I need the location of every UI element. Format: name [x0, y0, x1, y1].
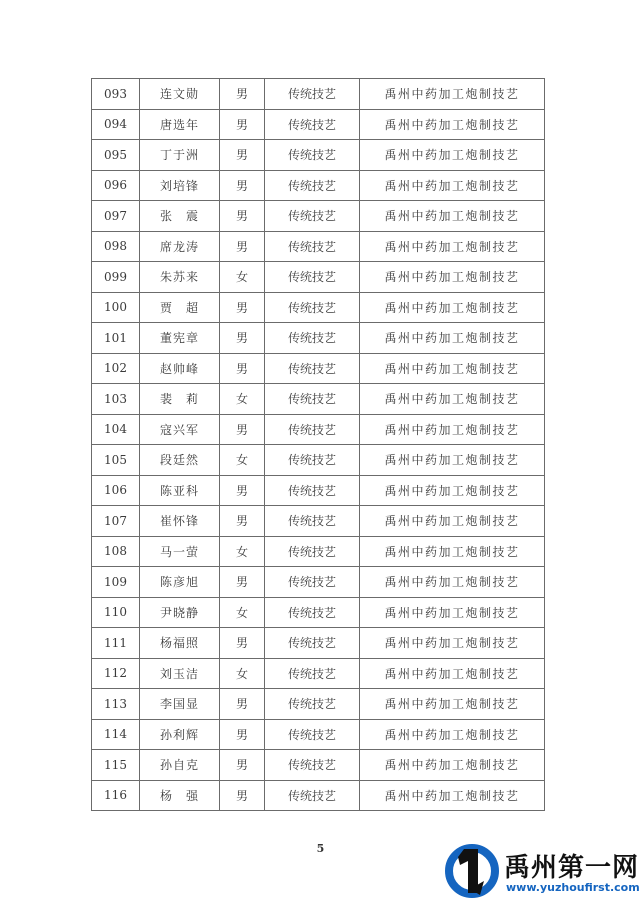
table-row — [92, 414, 545, 445]
cell-name: 丁于洲 — [140, 140, 220, 171]
cell-name: 刘玉洁 — [140, 658, 220, 689]
cell-project: 禹州中药加工炮制技艺 — [360, 231, 545, 262]
cell-category: 传统技艺 — [265, 506, 360, 537]
cell-number: 116 — [92, 780, 140, 811]
cell-project: 禹州中药加工炮制技艺 — [360, 719, 545, 750]
cell-project: 禹州中药加工炮制技艺 — [360, 384, 545, 415]
cell-number: 101 — [92, 323, 140, 354]
cell-project: 禹州中药加工炮制技艺 — [360, 292, 545, 323]
cell-sex: 男 — [220, 506, 265, 537]
cell-category: 传统技艺 — [265, 567, 360, 598]
cell-name: 李国显 — [140, 689, 220, 720]
table-row — [92, 79, 545, 110]
cell-name: 寇兴军 — [140, 414, 220, 445]
cell-sex: 女 — [220, 445, 265, 476]
cell-sex: 男 — [220, 689, 265, 720]
cell-number: 112 — [92, 658, 140, 689]
table-row — [92, 750, 545, 781]
cell-category: 传统技艺 — [265, 79, 360, 110]
cell-sex: 男 — [220, 567, 265, 598]
cell-project: 禹州中药加工炮制技艺 — [360, 658, 545, 689]
table-row — [92, 689, 545, 720]
cell-name: 席龙涛 — [140, 231, 220, 262]
table-row — [92, 262, 545, 293]
cell-number: 095 — [92, 140, 140, 171]
cell-project: 禹州中药加工炮制技艺 — [360, 323, 545, 354]
cell-sex: 男 — [220, 79, 265, 110]
cell-number: 098 — [92, 231, 140, 262]
cell-category: 传统技艺 — [265, 201, 360, 232]
cell-project: 禹州中药加工炮制技艺 — [360, 750, 545, 781]
cell-number: 109 — [92, 567, 140, 598]
cell-name: 张 震 — [140, 201, 220, 232]
cell-number: 113 — [92, 689, 140, 720]
cell-sex: 男 — [220, 353, 265, 384]
cell-name: 裴 莉 — [140, 384, 220, 415]
cell-project: 禹州中药加工炮制技艺 — [360, 170, 545, 201]
cell-category: 传统技艺 — [265, 231, 360, 262]
cell-category: 传统技艺 — [265, 292, 360, 323]
cell-category: 传统技艺 — [265, 140, 360, 171]
cell-category: 传统技艺 — [265, 628, 360, 659]
table-row — [92, 475, 545, 506]
cell-sex: 男 — [220, 414, 265, 445]
cell-category: 传统技艺 — [265, 445, 360, 476]
cell-sex: 女 — [220, 262, 265, 293]
cell-category: 传统技艺 — [265, 414, 360, 445]
cell-sex: 男 — [220, 292, 265, 323]
yuzhou-first-logo-icon — [444, 843, 500, 899]
table-row — [92, 170, 545, 201]
cell-sex: 男 — [220, 201, 265, 232]
cell-number: 106 — [92, 475, 140, 506]
cell-sex: 男 — [220, 170, 265, 201]
inheritor-table — [91, 78, 545, 811]
cell-project: 禹州中药加工炮制技艺 — [360, 262, 545, 293]
table-row — [92, 597, 545, 628]
cell-project: 禹州中药加工炮制技艺 — [360, 201, 545, 232]
cell-name: 孙利辉 — [140, 719, 220, 750]
cell-sex: 男 — [220, 140, 265, 171]
cell-category: 传统技艺 — [265, 353, 360, 384]
cell-project: 禹州中药加工炮制技艺 — [360, 567, 545, 598]
cell-project: 禹州中药加工炮制技艺 — [360, 414, 545, 445]
cell-project: 禹州中药加工炮制技艺 — [360, 536, 545, 567]
cell-sex: 男 — [220, 231, 265, 262]
table-row — [92, 323, 545, 354]
table-row — [92, 536, 545, 567]
cell-sex: 男 — [220, 780, 265, 811]
cell-number: 110 — [92, 597, 140, 628]
cell-category: 传统技艺 — [265, 475, 360, 506]
inheritor-table-body — [92, 79, 545, 811]
page-number: 5 — [316, 842, 325, 855]
cell-project: 禹州中药加工炮制技艺 — [360, 597, 545, 628]
cell-number: 111 — [92, 628, 140, 659]
cell-category: 传统技艺 — [265, 658, 360, 689]
cell-number: 104 — [92, 414, 140, 445]
watermark-title: 禹州第一网 — [504, 853, 640, 883]
cell-sex: 男 — [220, 628, 265, 659]
cell-project: 禹州中药加工炮制技艺 — [360, 628, 545, 659]
cell-sex: 男 — [220, 475, 265, 506]
cell-sex: 女 — [220, 658, 265, 689]
cell-category: 传统技艺 — [265, 384, 360, 415]
table-row — [92, 201, 545, 232]
cell-project: 禹州中药加工炮制技艺 — [360, 353, 545, 384]
cell-category: 传统技艺 — [265, 780, 360, 811]
table-row — [92, 506, 545, 537]
cell-sex: 女 — [220, 536, 265, 567]
cell-name: 贾 超 — [140, 292, 220, 323]
table-row — [92, 231, 545, 262]
cell-project: 禹州中药加工炮制技艺 — [360, 689, 545, 720]
cell-sex: 男 — [220, 323, 265, 354]
cell-name: 赵帅峰 — [140, 353, 220, 384]
cell-category: 传统技艺 — [265, 750, 360, 781]
cell-number: 102 — [92, 353, 140, 384]
cell-name: 连文勋 — [140, 79, 220, 110]
cell-name: 陈彦旭 — [140, 567, 220, 598]
cell-number: 093 — [92, 79, 140, 110]
cell-project: 禹州中药加工炮制技艺 — [360, 79, 545, 110]
cell-name: 杨福照 — [140, 628, 220, 659]
cell-category: 传统技艺 — [265, 689, 360, 720]
cell-category: 传统技艺 — [265, 719, 360, 750]
cell-project: 禹州中药加工炮制技艺 — [360, 780, 545, 811]
cell-project: 禹州中药加工炮制技艺 — [360, 109, 545, 140]
cell-sex: 男 — [220, 719, 265, 750]
cell-sex: 女 — [220, 597, 265, 628]
cell-name: 段廷然 — [140, 445, 220, 476]
cell-number: 115 — [92, 750, 140, 781]
cell-name: 朱苏来 — [140, 262, 220, 293]
table-row — [92, 292, 545, 323]
cell-project: 禹州中药加工炮制技艺 — [360, 475, 545, 506]
cell-sex: 男 — [220, 109, 265, 140]
cell-number: 114 — [92, 719, 140, 750]
cell-category: 传统技艺 — [265, 536, 360, 567]
table-row — [92, 109, 545, 140]
cell-category: 传统技艺 — [265, 597, 360, 628]
cell-number: 099 — [92, 262, 140, 293]
cell-name: 崔怀锋 — [140, 506, 220, 537]
cell-name: 董宪章 — [140, 323, 220, 354]
cell-name: 唐选年 — [140, 109, 220, 140]
table-row — [92, 719, 545, 750]
cell-number: 107 — [92, 506, 140, 537]
cell-project: 禹州中药加工炮制技艺 — [360, 506, 545, 537]
cell-name: 尹晓静 — [140, 597, 220, 628]
cell-name: 孙自克 — [140, 750, 220, 781]
table-row — [92, 658, 545, 689]
watermark-url: www.yuzhoufirst.com — [506, 881, 640, 894]
cell-number: 096 — [92, 170, 140, 201]
cell-number: 100 — [92, 292, 140, 323]
cell-number: 105 — [92, 445, 140, 476]
cell-sex: 男 — [220, 750, 265, 781]
cell-category: 传统技艺 — [265, 170, 360, 201]
cell-number: 103 — [92, 384, 140, 415]
table-row — [92, 780, 545, 811]
cell-name: 杨 强 — [140, 780, 220, 811]
table-row — [92, 384, 545, 415]
table-row — [92, 140, 545, 171]
cell-number: 094 — [92, 109, 140, 140]
cell-name: 刘培锋 — [140, 170, 220, 201]
cell-project: 禹州中药加工炮制技艺 — [360, 445, 545, 476]
site-watermark — [444, 843, 640, 899]
cell-project: 禹州中药加工炮制技艺 — [360, 140, 545, 171]
cell-name: 陈亚科 — [140, 475, 220, 506]
cell-category: 传统技艺 — [265, 262, 360, 293]
table-row — [92, 567, 545, 598]
cell-number: 108 — [92, 536, 140, 567]
cell-number: 097 — [92, 201, 140, 232]
cell-category: 传统技艺 — [265, 109, 360, 140]
cell-category: 传统技艺 — [265, 323, 360, 354]
table-row — [92, 628, 545, 659]
cell-name: 马一萤 — [140, 536, 220, 567]
table-row — [92, 445, 545, 476]
table-row — [92, 353, 545, 384]
cell-sex: 女 — [220, 384, 265, 415]
